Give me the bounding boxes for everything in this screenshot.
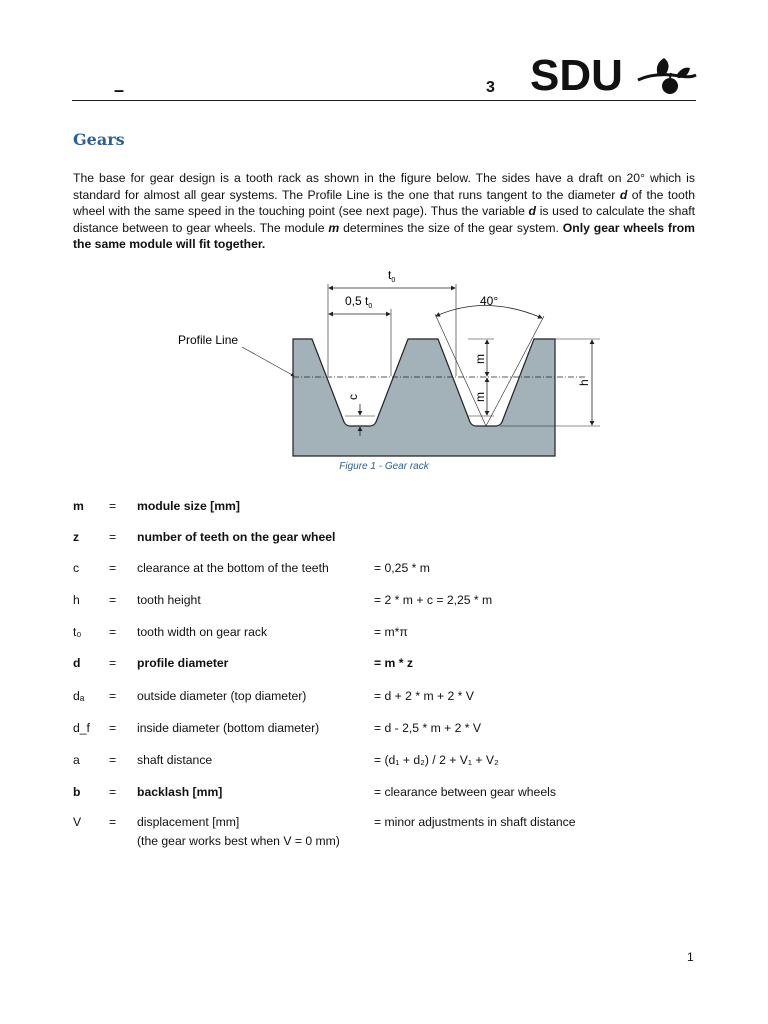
rack-profile <box>293 339 555 456</box>
equals-sign: = <box>109 625 117 639</box>
variable-description: outside diameter (top diameter) <box>137 689 307 703</box>
equals-sign: = <box>109 689 117 703</box>
variable-symbol: a <box>73 753 80 767</box>
equals-sign: = <box>109 593 117 607</box>
intro-text-1: The base for gear design is a tooth rack as shown in the figure below. The sides have a draft on 20° which is standard for almost all gear systems. The Profile Line is the one that runs tangent to the diameter <box>73 171 695 202</box>
label-t0: $t_0$ <box>388 268 396 284</box>
variable-formula: = d + 2 * m + 2 * V <box>374 689 474 703</box>
equals-sign: = <box>109 530 117 544</box>
variable-symbol: m <box>73 499 84 513</box>
figure-caption: Figure 1 - Gear rack <box>339 461 429 472</box>
label-h: h <box>577 379 591 386</box>
apple-branch-icon <box>638 58 696 94</box>
chapter-number: 3 <box>486 79 495 96</box>
variable-symbol: b <box>73 785 81 799</box>
var-d-ref-2: d <box>528 204 536 218</box>
label-c: c <box>346 394 360 400</box>
variable-formula: = 2 * m + c = 2,25 * m <box>374 593 493 607</box>
intro-paragraph <box>73 170 695 253</box>
variable-description: profile diameter <box>137 656 229 670</box>
variable-description: displacement [mm] <box>137 815 240 829</box>
intro-text-4: determines the size of the gear system. <box>339 220 563 235</box>
variable-row <box>73 530 693 546</box>
variable-description: tooth height <box>137 593 201 607</box>
variable-formula: = m * z <box>374 656 413 670</box>
equals-sign: = <box>109 656 117 670</box>
label-m-top: m <box>473 354 487 364</box>
variable-formula: = minor adjustments in shaft distance <box>374 815 576 829</box>
intro-bold-sentence: Only gear wheels from the same module will fit together. <box>73 220 696 251</box>
section-heading: Gears <box>73 130 125 149</box>
label-profile-line: Profile Line <box>178 333 239 347</box>
gear-rack-figure <box>170 264 615 459</box>
variable-symbol: z <box>73 530 80 544</box>
sdu-logo-text: SDU <box>530 52 623 98</box>
variable-row <box>73 753 693 769</box>
equals-sign: = <box>109 815 117 829</box>
variable-symbol: c <box>73 561 80 575</box>
sdu-logo <box>530 52 698 98</box>
header-dash: – <box>114 80 125 100</box>
variable-row <box>73 689 693 705</box>
variable-symbol: h <box>73 593 80 607</box>
intro-text-3: is used to calculate the shaft distance between to gear wheels. The module <box>73 204 695 235</box>
variable-symbol: d <box>73 656 81 670</box>
variable-formula: = (d₁ + d₂) / 2 + V₁ + V₂ <box>374 753 499 767</box>
variable-row <box>73 656 693 672</box>
variable-symbol: d_f <box>73 721 90 735</box>
variable-formula: = d - 2,5 * m + 2 * V <box>374 721 482 735</box>
variable-description: inside diameter (bottom diameter) <box>137 721 320 735</box>
variable-symbol: dₐ <box>73 689 85 703</box>
variable-row <box>73 561 693 577</box>
variable-row <box>73 785 693 801</box>
equals-sign: = <box>109 785 117 799</box>
equals-sign: = <box>109 721 117 735</box>
intro-text-2: of the tooth wheel with the same speed in the touching point (see next page). Thus the variable <box>73 187 695 218</box>
variable-formula: = 0,25 * m <box>374 561 430 575</box>
variable-description: number of teeth on the gear wheel <box>137 530 336 544</box>
variable-formula: = clearance between gear wheels <box>374 785 556 799</box>
variable-row <box>73 625 693 641</box>
label-angle: 40° <box>480 294 499 308</box>
var-m-ref: m <box>328 220 340 235</box>
variable-formula: = m*π <box>374 625 408 639</box>
variable-description: clearance at the bottom of the teeth <box>137 561 329 575</box>
page-number: 1 <box>687 950 694 964</box>
equals-sign: = <box>109 753 117 767</box>
variable-row <box>73 593 693 609</box>
header-rule <box>72 100 696 101</box>
variable-row <box>73 815 693 848</box>
equals-sign: = <box>109 561 117 575</box>
variable-description: backlash [mm] <box>137 785 223 799</box>
variable-description: tooth width on gear rack <box>137 625 268 639</box>
var-d-ref-1: d <box>619 187 628 202</box>
variable-description: shaft distance <box>137 753 213 767</box>
variable-symbol: t₀ <box>73 625 82 639</box>
variable-symbol: V <box>73 815 82 829</box>
variable-row <box>73 721 693 737</box>
equals-sign: = <box>109 499 117 513</box>
variable-row <box>73 499 693 515</box>
variable-description: module size [mm] <box>137 499 240 513</box>
label-m-bottom: m <box>473 392 487 402</box>
label-half-t0: 0,5 $t_0$ <box>345 294 373 310</box>
variable-note: (the gear works best when V = 0 mm) <box>137 834 340 848</box>
